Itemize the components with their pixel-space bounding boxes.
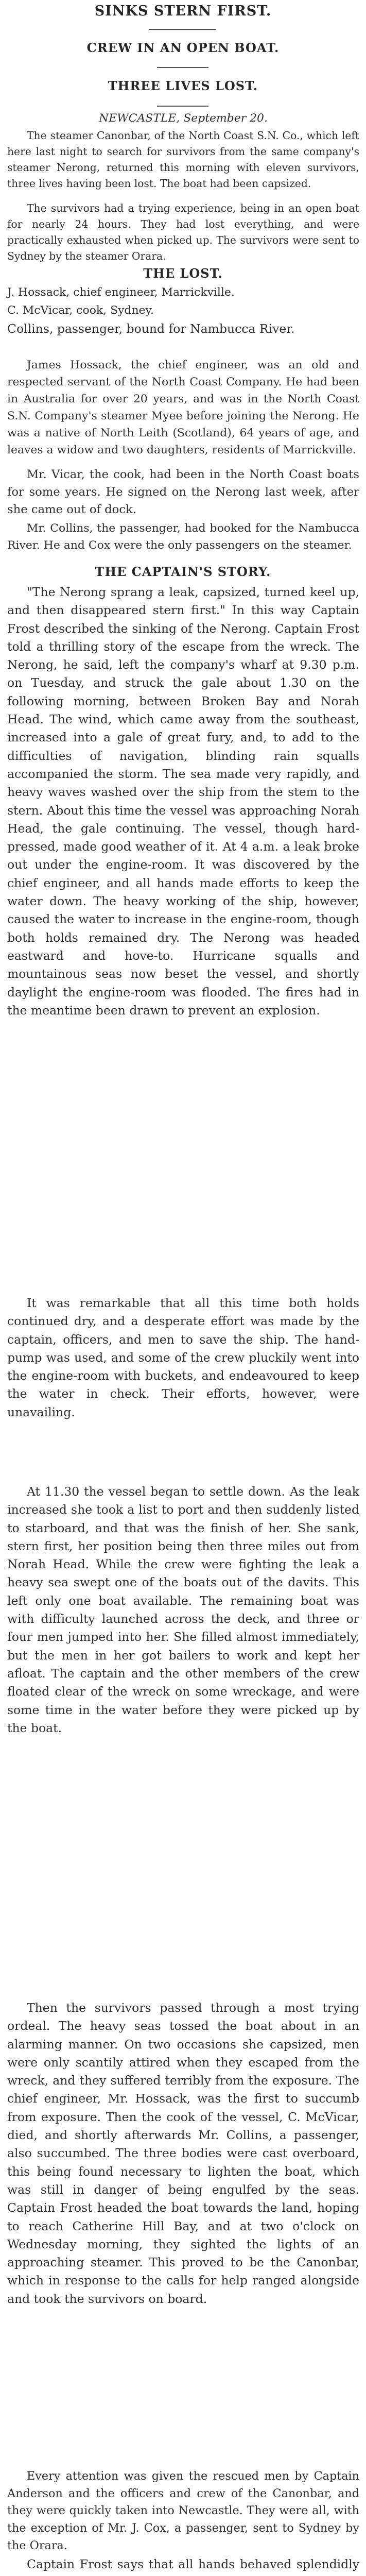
- lost-paragraph: Mr. Vicar, the cook, had been in the North Coast boats for some years. He signed on the Nerong last week, after she came out of dock.: [7, 468, 359, 517]
- headline: SINKS STERN FIRST.: [94, 3, 272, 19]
- lost-paragraph: James Hossack, the chief engineer, was an old and respected servant of the North Coast Company. He had been in Australia for over 20 years, and was in the North Coast S.N. Company's steamer Myee before joining the Nerong. He was a native of North Leith (Scotland), 64 years of age, and leaves a widow and two daughters, residents of Marrickville.: [7, 359, 359, 457]
- captain-paragraph: Captain Frost says that all hands behaved splendidly: [27, 2557, 359, 2571]
- captain-paragraph: It was remarkable that all this time both holds continued dry, and a desperate effort was made by the captain, officers, and men to save the ship. The hand-pump was used, and some of the crew pluckily went into the engine-room with buckets, and endeavoured to keep the water in check. Their efforts, however, were unavailing.: [7, 1296, 359, 1419]
- captain-paragraph: At 11.30 the vessel began to settle down. As the leak increased she took a list to port and then suddenly listed to starboard, and that was the finish of her. She sank, stern first, her position being then three miles out from Norah Head. While the crew were fighting the leak a heavy sea swept one of the boats out of the davits. This left only one boat available. The remaining boat was with difficulty launched across the deck, and three or four men jumped into her. She filled almost immediately, but the men in her got bailers to work and kept her afloat. The captain and the other members of the crew floated clear of the wreck on some wreckage, and were some time in the water before they were picked up by the boat.: [7, 1484, 359, 1735]
- divider-rule: [149, 29, 216, 30]
- lost-paragraph: Mr. Collins, the passenger, had booked for the Nambucca River. He and Cox were the only passengers on the steamer.: [7, 522, 359, 552]
- dateline: NEWCASTLE, September 20.: [99, 112, 268, 125]
- captain-paragraph: Every attention was given the rescued men by Captain Anderson and the officers and crew of the Canonbar, and they were quickly taken into Newcastle. They were all, with the exception of Mr. J. Cox, a passenger, sent to Sydney by the Orara.: [7, 2469, 359, 2552]
- intro-paragraph: The steamer Canonbar, of the North Coast S.N. Co., which left here last night to search for survivors from the same company's steamer Nerong, returned this morning with eleven survivors, three lives having been lost. The boat had been capsized.: [7, 129, 359, 190]
- lost-list-item: J. Hossack, chief engineer, Marrickville.: [7, 286, 235, 299]
- divider-rule: [157, 67, 208, 68]
- section-heading-captains-story: THE CAPTAIN'S STORY.: [95, 564, 271, 579]
- captain-paragraph: Then the survivors passed through a most trying ordeal. The heavy seas tossed the boat about in an alarming manner. On two occasions she capsized, men were only scantily attired when they escaped from the wreck, and they suffered terribly from the exposure. The chief engineer, Mr. Hossack, was the first to succumb from exposure. Then the cook of the vessel, C. McVicar, died, and shortly afterwards Mr. Collins, a passenger, also succumbed. The three bodies were cast overboard, this being found necessary to lighten the boat, which was still in danger of being engulfed by the seas. Captain Frost headed the boat towards the land, hoping to reach Catherine Hill Bay, and at two o'clock on Wednesday morning, they sighted the lights of an approaching steamer. This proved to be the Canonbar, which in response to the calls for help ranged alongside and took the survivors on board.: [7, 2001, 359, 2306]
- intro-paragraph: The survivors had a trying experience, being in an open boat for nearly 24 hours. They had lost everything, and were practically exhausted when picked up. The survivors were sent to Sydney by the steamer Orara.: [7, 202, 359, 262]
- subheading-lives-lost: THREE LIVES LOST.: [108, 78, 258, 93]
- subheading-crew: CREW IN AN OPEN BOAT.: [86, 40, 280, 55]
- captain-paragraph: "The Nerong sprang a leak, capsized, turned keel up, and then disappeared stern first." In this way Captain Frost described the sinking of the Nerong. Captain Frost told a thrilling story of the escape from the wreck. The Nerong, he said, left the company's wharf at 9.30 p.m. on Tuesday, and struck the gale about 1.30 on the following morning, between Broken Bay and Norah Head. The wind, which came away from the southeast, increased into a gale of great fury, and, to add to the difficulties of navigation, blinding rain squalls accompanied the storm. The sea made very rapidly, and heavy waves washed over the ship from the stem to the stern. About this time the vessel was approaching Norah Head, the gale continuing. The vessel, though hard-pressed, made good weather of it. At 4 a.m. a leak broke out under the engine-room. It was discovered by the chief engineer, and all hands made efforts to keep the water down. The heavy working of the ship, however, caused the water to increase in the engine-room, though both holds remained dry. The Nerong was headed eastward and hove-to. Hurricane squalls and mountainous seas now beset the vessel, and shortly daylight the engine-room was flooded. The fires had in the meantime been drawn to prevent an explosion.: [7, 585, 359, 1018]
- lost-list-item: C. McVicar, cook, Sydney.: [7, 304, 154, 317]
- divider-rule: [157, 106, 208, 107]
- lost-list-item: Collins, passenger, bound for Nambucca River.: [7, 321, 295, 336]
- section-heading-lost: THE LOST.: [143, 266, 223, 281]
